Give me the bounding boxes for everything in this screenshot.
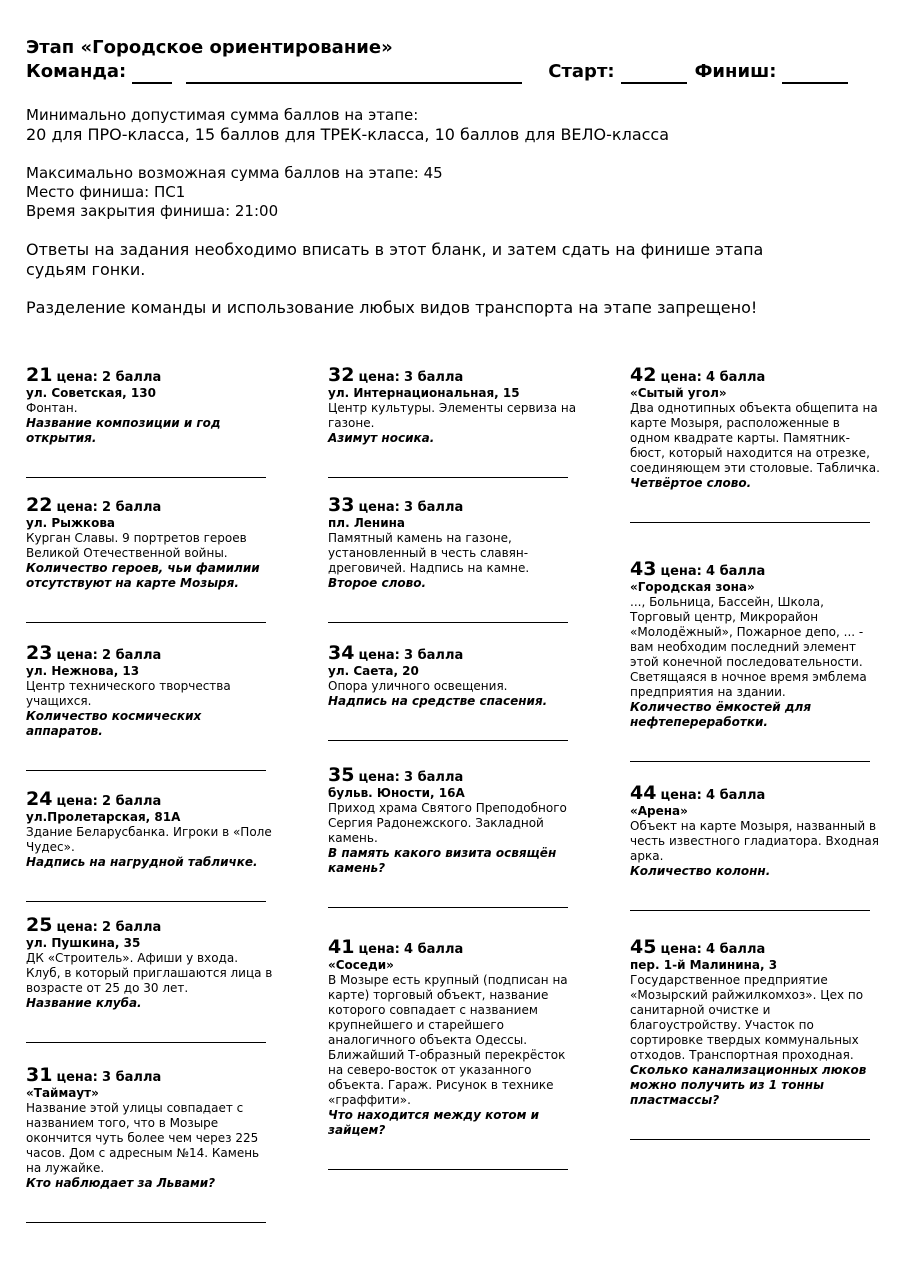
price-label: цена: [56,370,98,385]
task-number: 43 [630,558,657,580]
task-address: ул. Пушкина, 35 [26,936,141,950]
task-question: Название композиции и год открытия. [26,416,221,445]
task-question: Азимут носика. [328,431,435,445]
price-value: 3 балла [404,500,464,515]
min-score-value: 20 для ПРО-класса, 15 баллов для ТРЕК-класса, 10 баллов для ВЕЛО-класса [26,125,670,144]
task-address: пл. Ленина [328,516,406,530]
answer-line[interactable] [328,906,568,908]
task-31 [26,1064,276,1223]
task-price [660,788,765,803]
rules-block [26,106,886,145]
price-label: цена: [56,794,98,809]
task-number: 21 [26,364,53,386]
task-price [660,564,765,579]
price-label: цена: [660,370,702,385]
price-label: цена: [56,648,98,663]
finish-time: Время закрытия финиша: 21:00 [26,202,279,220]
task-address: бульв. Юности, 16А [328,786,465,800]
price-value: 2 балла [102,794,162,809]
task-description: Опора уличного освещения. [328,679,508,693]
task-43 [630,558,880,762]
price-label: цена: [358,648,400,663]
task-number: 45 [630,936,657,958]
price-label: цена: [56,1070,98,1085]
price-value: 4 балла [706,564,766,579]
task-price [56,794,161,809]
task-question: В память какого визита освящён камень? [328,846,557,875]
task-description: Государственное предприятие «Мозырский райжилкомхоз». Цех по санитарной очистке и благоустройству. Участок по сортировке твердых коммунальных отходов. Транспортная проходная. [630,973,864,1062]
price-value: 3 балла [102,1070,162,1085]
task-address: ул. Рыжкова [26,516,116,530]
task-number: 22 [26,494,53,516]
task-price [56,920,161,935]
page-header [26,36,886,84]
task-price [358,648,463,663]
task-question: Количество ёмкостей для нефтепереработки. [630,700,812,729]
finish-time-field[interactable] [782,66,848,84]
task-question: Что находится между котом и зайцем? [328,1108,540,1137]
task-25 [26,914,276,1043]
task-price [358,942,463,957]
price-label: цена: [660,564,702,579]
task-number: 41 [328,936,355,958]
price-value: 2 балла [102,370,162,385]
stage-title: Этап «Городское ориентирование» [26,37,393,58]
team-label: Команда: [26,61,127,82]
price-label: цена: [660,942,702,957]
finish-place: Место финиша: ПС1 [26,183,186,201]
task-35 [328,764,578,908]
price-label: цена: [358,500,400,515]
task-address: ул. Нежнова, 13 [26,664,140,678]
task-23 [26,642,276,771]
price-value: 4 балла [706,370,766,385]
answer-line[interactable] [328,739,568,741]
task-price [56,370,161,385]
task-price [56,648,161,663]
answer-line[interactable] [630,760,870,762]
task-address: «Таймаут» [26,1086,99,1100]
task-22 [26,494,276,623]
price-value: 2 балла [102,648,162,663]
team-name-field[interactable] [186,66,522,84]
price-value: 2 балла [102,920,162,935]
task-41 [328,936,578,1170]
min-score-label: Минимально допустимая сумма баллов на этапе: [26,106,419,124]
start-label: Старт: [548,61,615,82]
task-number: 44 [630,782,657,804]
task-question: Количество космических аппаратов. [26,709,202,738]
answer-line[interactable] [630,1138,870,1140]
task-description: Название этой улицы совпадает с названием того, что в Мозыре окончится чуть более чем через 225 часов. Дом с адресным №14. Камень на лужайке. [26,1101,260,1175]
task-address: пер. 1-й Малинина, 3 [630,958,778,972]
task-description: Центр технического творчества учащихся. [26,679,231,708]
price-label: цена: [358,942,400,957]
answer-line[interactable] [26,1041,266,1043]
task-number: 42 [630,364,657,386]
task-number: 25 [26,914,53,936]
task-number: 23 [26,642,53,664]
price-label: цена: [660,788,702,803]
task-price [358,500,463,515]
task-description: Памятный камень на газоне, установленный в честь славян-дреговичей. Надпись на камне. [328,531,530,575]
task-description: Здание Беларусбанка. Игроки в «Поле Чудес». [26,825,272,854]
answer-line[interactable] [328,1168,568,1170]
team-row [26,60,886,84]
task-address: ул.Пролетарская, 81А [26,810,181,824]
answer-line[interactable] [26,476,266,478]
price-value: 3 балла [404,648,464,663]
task-42 [630,364,880,523]
task-price [56,1070,161,1085]
task-address: ул. Саета, 20 [328,664,419,678]
task-price [358,770,463,785]
task-description: Объект на карте Мозыря, названный в честь известного гладиатора. Входная арка. [630,819,879,863]
answer-line[interactable] [328,476,568,478]
price-value: 4 балла [706,942,766,957]
max-score: Максимально возможная сумма баллов на этапе: 45 [26,164,443,182]
answer-line[interactable] [26,1221,266,1223]
task-question: Надпись на средстве спасения. [328,694,548,708]
task-question: Количество героев, чьи фамилии отсутствуют на карте Мозыря. [26,561,260,590]
task-description: Два однотипных объекта общепита на карте Мозыря, расположенные в одном квадрате карты. Памятник-бюст, который находится на отрезке, соединяющем эти столовые. Табличка. [630,401,880,475]
task-description: Курган Славы. 9 портретов героев Великой Отечественной войны. [26,531,247,560]
answer-line[interactable] [26,621,266,623]
task-description: ..., Больница, Бассейн, Школа, Торговый центр, Микрорайон «Молодёжный», Пожарное депо, ... - вам необходим последний элемент этой конечной последовательности. Светящаяся в ночное время эмблема предприятия на здании. [630,595,867,699]
task-number: 32 [328,364,355,386]
price-value: 4 балла [706,788,766,803]
task-number: 33 [328,494,355,516]
answer-line[interactable] [630,521,870,523]
price-label: цена: [358,370,400,385]
task-description: Центр культуры. Элементы сервиза на газоне. [328,401,577,430]
task-question: Второе слово. [328,576,427,590]
task-description: ДК «Строитель». Афиши у входа. Клуб, в который приглашаются лица в возрасте от 25 до 30 лет. [26,951,273,995]
answers-note: Ответы на задания необходимо вписать в этот бланк, и затем сдать на финише этапа судьям гонки. [26,240,764,279]
task-description: В Мозыре есть крупный (подписан на карте) торговый объект, название которого совпадает с названием крупнейшего и старейшего аналогичного объекта Одессы. Ближайший Т-образный перекрёсток на северо-восток от указанного объекта. Гараж. Рисунок в технике «граффити». [328,973,568,1107]
price-label: цена: [56,920,98,935]
prohibition-note: Разделение команды и использование любых видов транспорта на этапе запрещено! [26,298,758,317]
price-value: 2 балла [102,500,162,515]
task-question: Четвёртое слово. [630,476,752,490]
answer-line[interactable] [328,621,568,623]
task-address: «Сытый угол» [630,386,727,400]
task-number: 34 [328,642,355,664]
answer-line[interactable] [26,769,266,771]
answer-line[interactable] [630,909,870,911]
stage-info [26,164,886,221]
task-question: Кто наблюдает за Львами? [26,1176,216,1190]
task-price [358,370,463,385]
task-address: «Городская зона» [630,580,755,594]
task-price [660,370,765,385]
price-value: 3 балла [404,370,464,385]
answer-line[interactable] [26,900,266,902]
task-21 [26,364,276,478]
task-price [56,500,161,515]
task-address: ул. Интернациональная, 15 [328,386,520,400]
price-value: 3 балла [404,770,464,785]
finish-label: Финиш: [694,61,777,82]
task-number: 31 [26,1064,53,1086]
task-24 [26,788,276,902]
task-description: Фонтан. [26,401,78,415]
task-33 [328,494,578,623]
price-value: 4 балла [404,942,464,957]
task-45 [630,936,880,1140]
price-label: цена: [56,500,98,515]
task-price [660,942,765,957]
task-number: 24 [26,788,53,810]
task-number: 35 [328,764,355,786]
task-address: «Соседи» [328,958,394,972]
start-time-field[interactable] [621,66,687,84]
task-description: Приход храма Святого Преподобного Сергия Радонежского. Закладной камень. [328,801,567,845]
task-32 [328,364,578,478]
task-address: «Арена» [630,804,688,818]
price-label: цена: [358,770,400,785]
task-question: Название клуба. [26,996,142,1010]
task-44 [630,782,880,911]
task-address: ул. Советская, 130 [26,386,156,400]
team-number-field[interactable] [132,66,172,84]
task-question: Сколько канализационных люков можно получить из 1 тонны пластмассы? [630,1063,867,1107]
task-question: Количество колонн. [630,864,771,878]
task-question: Надпись на нагрудной табличке. [26,855,258,869]
task-34 [328,642,578,741]
